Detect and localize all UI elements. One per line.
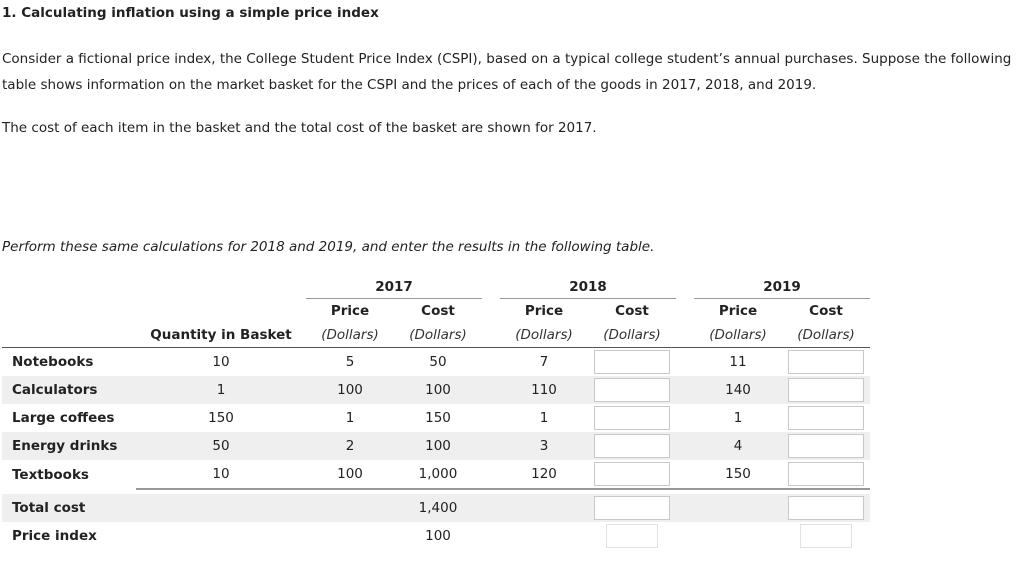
price-2017-cell: 100 bbox=[306, 376, 394, 404]
question-title: 1. Calculating inflation using a simple price index bbox=[2, 5, 379, 21]
cost-2018-input-notebooks[interactable] bbox=[594, 350, 670, 374]
cost-2019-input-calculators[interactable] bbox=[788, 378, 864, 402]
price-index-2019-input[interactable] bbox=[800, 524, 852, 548]
quantity-cell: 10 bbox=[212, 354, 230, 370]
price-index-2017: 100 bbox=[425, 528, 451, 544]
price-2019-cell: 11 bbox=[729, 354, 747, 370]
row-label: Calculators bbox=[2, 376, 136, 404]
table-row bbox=[2, 460, 870, 489]
cspi-table bbox=[2, 276, 870, 550]
price-2018-cell: 3 bbox=[500, 432, 588, 460]
price-2018-cell: 1 bbox=[539, 410, 549, 426]
cost-2019-input-energy-drinks[interactable] bbox=[788, 434, 864, 458]
instruction-text: Perform these same calculations for 2018 and 2019, and enter the results in the following table. bbox=[2, 239, 655, 255]
price-2019-cell: 1 bbox=[733, 410, 743, 426]
dollars-unit: (Dollars) bbox=[588, 323, 676, 348]
intro-paragraph: Consider a fictional price index, the College Student Price Index (CSPI), based on a typical college student’s annual purchases. Suppose the following table shows information on the market basket for the CSPI and the prices of each of the goods in 2017, 2018, and 2019. bbox=[2, 51, 1012, 93]
quantity-cell: 50 bbox=[136, 432, 306, 460]
year-2019-header: 2019 bbox=[694, 276, 870, 299]
price-header-2017: Price bbox=[330, 303, 370, 319]
price-index-label: Price index bbox=[12, 528, 97, 544]
cost-header-2017: Cost bbox=[421, 303, 455, 319]
row-label: Energy drinks bbox=[2, 432, 136, 460]
table-row bbox=[2, 376, 870, 404]
price-header-2018: Price bbox=[524, 303, 564, 319]
cost-2018-input-large-coffees[interactable] bbox=[594, 406, 670, 430]
cost-header-2019: Cost bbox=[809, 303, 843, 319]
dollars-unit: (Dollars) bbox=[500, 323, 588, 348]
table-row bbox=[2, 432, 870, 460]
price-2018-cell: 120 bbox=[531, 466, 557, 482]
cost-2019-input-large-coffees[interactable] bbox=[788, 406, 864, 430]
year-2018-header: 2018 bbox=[500, 276, 676, 299]
table-row bbox=[2, 404, 870, 432]
cost-header-2018: Cost bbox=[615, 303, 649, 319]
dollars-unit: (Dollars) bbox=[694, 323, 782, 348]
price-header-2019: Price bbox=[718, 303, 758, 319]
cost-note: The cost of each item in the basket and the total cost of the basket are shown for 2017. bbox=[2, 120, 597, 136]
total-cost-label: Total cost bbox=[2, 494, 136, 522]
price-2018-cell: 7 bbox=[539, 354, 549, 370]
cost-2017-cell: 50 bbox=[429, 354, 447, 370]
year-2017-header: 2017 bbox=[306, 276, 482, 299]
cost-2018-input-energy-drinks[interactable] bbox=[594, 434, 670, 458]
price-index-row bbox=[2, 522, 870, 550]
price-2017-cell: 1 bbox=[345, 410, 355, 426]
dollars-unit: (Dollars) bbox=[306, 323, 394, 348]
quantity-cell: 150 bbox=[208, 410, 234, 426]
price-index-2018-input[interactable] bbox=[606, 524, 658, 548]
cost-2017-cell: 100 bbox=[394, 376, 482, 404]
dollars-unit: (Dollars) bbox=[394, 323, 482, 348]
price-2019-cell: 150 bbox=[725, 466, 751, 482]
dollars-unit: (Dollars) bbox=[782, 323, 870, 348]
price-2018-cell: 110 bbox=[500, 376, 588, 404]
quantity-cell: 1 bbox=[136, 376, 306, 404]
row-label: Notebooks bbox=[12, 354, 94, 370]
price-2017-cell: 100 bbox=[337, 466, 363, 482]
price-2019-cell: 4 bbox=[694, 432, 782, 460]
cost-2018-input-textbooks[interactable] bbox=[594, 462, 670, 486]
cost-2019-input-notebooks[interactable] bbox=[788, 350, 864, 374]
row-label: Large coffees bbox=[12, 410, 115, 426]
total-cost-row bbox=[2, 494, 870, 522]
total-cost-2017: 1,400 bbox=[394, 494, 482, 522]
quantity-header: Quantity in Basket bbox=[136, 323, 306, 348]
cost-2019-input-textbooks[interactable] bbox=[788, 462, 864, 486]
price-2017-cell: 5 bbox=[345, 354, 355, 370]
price-2019-cell: 140 bbox=[694, 376, 782, 404]
price-2017-cell: 2 bbox=[306, 432, 394, 460]
row-label: Textbooks bbox=[12, 466, 89, 483]
cost-2017-cell: 1,000 bbox=[418, 466, 458, 482]
total-cost-2019-input[interactable] bbox=[788, 496, 864, 520]
cost-2018-input-calculators[interactable] bbox=[594, 378, 670, 402]
cost-2017-cell: 150 bbox=[425, 410, 451, 426]
quantity-cell: 10 bbox=[212, 466, 230, 482]
table-row bbox=[2, 348, 870, 377]
cost-2017-cell: 100 bbox=[394, 432, 482, 460]
total-cost-2018-input[interactable] bbox=[594, 496, 670, 520]
